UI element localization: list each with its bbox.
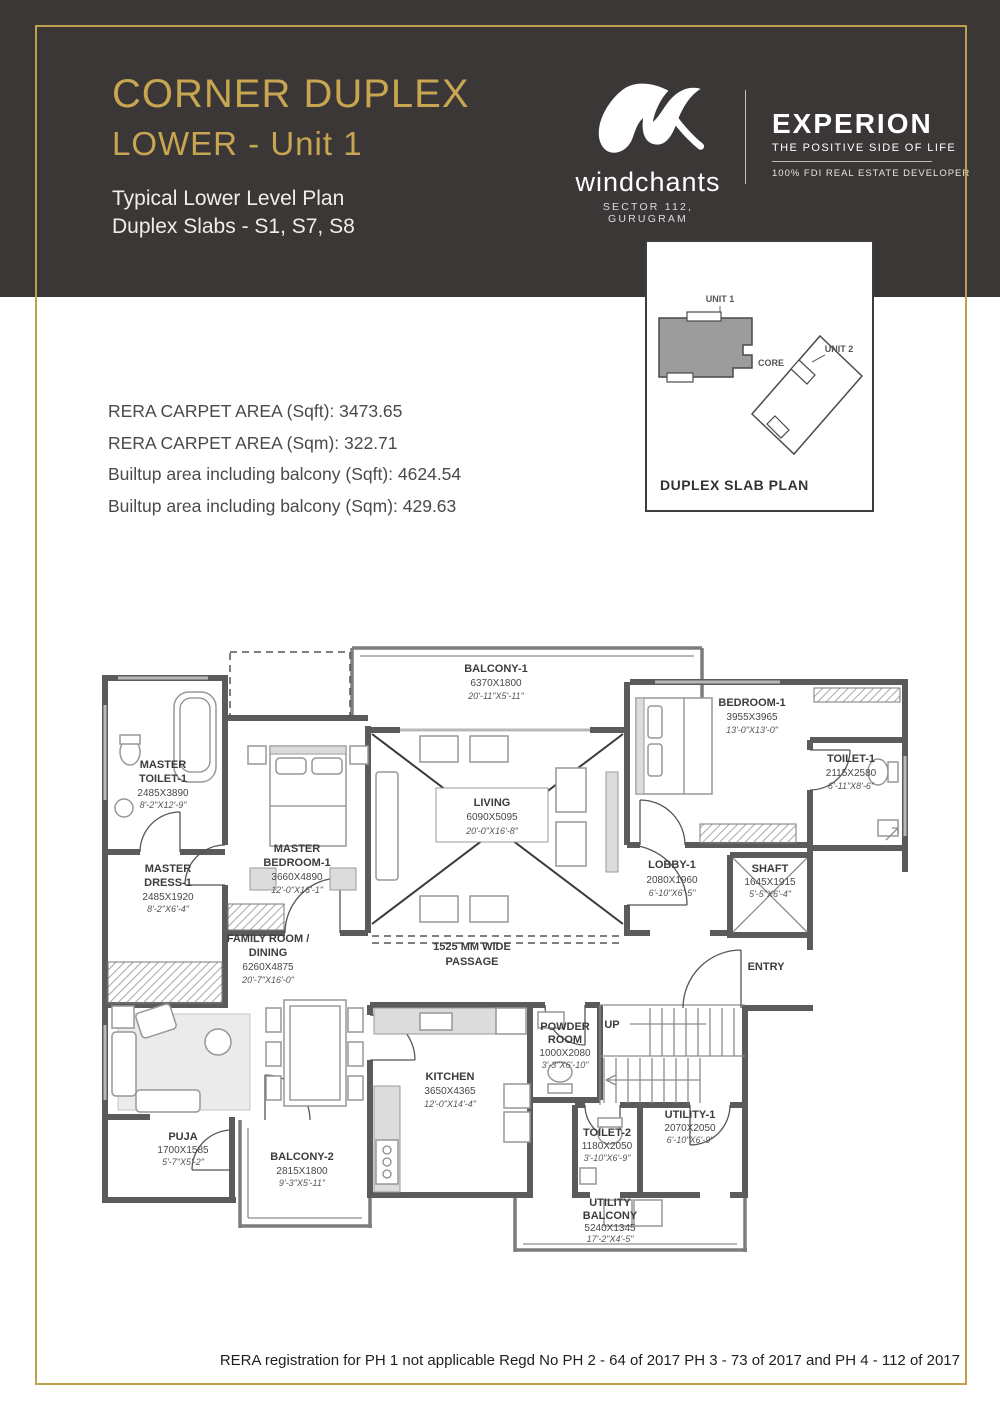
svg-text:PASSAGE: PASSAGE xyxy=(445,956,499,968)
room-label-lobby1 xyxy=(646,859,698,898)
room-label-toilet2 xyxy=(582,1127,633,1163)
svg-text:POWDER: POWDER xyxy=(540,1021,590,1033)
logo-divider xyxy=(745,90,746,184)
svg-text:UTILITY: UTILITY xyxy=(589,1197,631,1209)
svg-text:6090X5095: 6090X5095 xyxy=(466,812,518,823)
svg-text:MASTER: MASTER xyxy=(144,863,192,875)
experion-tagline: THE POSITIVE SIDE OF LIFE xyxy=(772,142,957,154)
svg-text:BEDROOM-1: BEDROOM-1 xyxy=(263,857,331,869)
svg-text:UTILITY-1: UTILITY-1 xyxy=(664,1109,716,1121)
svg-text:PUJA: PUJA xyxy=(168,1131,198,1143)
svg-text:13'-0"X13'-0": 13'-0"X13'-0" xyxy=(726,725,778,735)
svg-text:2815X1800: 2815X1800 xyxy=(276,1166,328,1177)
room-label-utility-balcony xyxy=(583,1197,638,1244)
experion-wordmark: EXPERION xyxy=(772,108,933,139)
windchants-swoosh-icon xyxy=(588,82,708,160)
svg-text:ROOM: ROOM xyxy=(547,1034,583,1046)
room-label-utility1 xyxy=(664,1109,716,1145)
inset-unit1-label: UNIT 1 xyxy=(705,294,735,304)
svg-text:9'-3"X5'-11": 9'-3"X5'-11" xyxy=(278,1178,326,1188)
svg-text:KITCHEN: KITCHEN xyxy=(425,1071,475,1083)
subtitle-slabs: Duplex Slabs - S1, S7, S8 xyxy=(112,215,355,238)
duplex-slab-plan-inset xyxy=(645,240,874,512)
svg-text:MASTER: MASTER xyxy=(139,759,187,771)
svg-text:LOBBY-1: LOBBY-1 xyxy=(648,859,696,871)
inset-caption: DUPLEX SLAB PLAN xyxy=(660,477,809,493)
svg-text:DINING: DINING xyxy=(248,947,288,959)
svg-text:6260X4875: 6260X4875 xyxy=(242,962,294,973)
svg-text:3'-3"X6'-10": 3'-3"X6'-10" xyxy=(541,1060,589,1070)
svg-text:TOILET-1: TOILET-1 xyxy=(826,753,876,765)
svg-text:TOILET-2: TOILET-2 xyxy=(582,1127,632,1139)
svg-text:20'-0"X16'-8": 20'-0"X16'-8" xyxy=(466,826,518,836)
svg-text:2070X2050: 2070X2050 xyxy=(664,1123,716,1134)
rera-area-sqft: RERA CARPET AREA (Sqft): 3473.65 xyxy=(108,401,403,421)
up-label: UP xyxy=(604,1019,620,1031)
room-label-balcony2 xyxy=(270,1151,334,1188)
slab-plan-svg xyxy=(647,242,868,506)
title-block xyxy=(112,72,470,239)
svg-text:2485X3890: 2485X3890 xyxy=(137,788,189,799)
room-label-family xyxy=(227,933,310,985)
entry-label: ENTRY xyxy=(747,961,785,973)
windchants-location: SECTOR 112, GURUGRAM xyxy=(602,201,694,225)
room-label-bedroom1 xyxy=(718,697,785,735)
room-label-toilet1 xyxy=(826,753,877,791)
builtup-area-sqft: Builtup area including balcony (Sqft): 4624.54 xyxy=(108,464,462,484)
svg-text:1000X2080: 1000X2080 xyxy=(539,1048,591,1059)
room-label-master-toilet xyxy=(137,759,189,810)
svg-text:5240X1345: 5240X1345 xyxy=(584,1223,636,1234)
svg-text:1180X2050: 1180X2050 xyxy=(581,1141,633,1152)
room-label-balcony1 xyxy=(464,663,528,701)
page-title-unit: LOWER - Unit 1 xyxy=(112,125,363,162)
inset-unit2-label: UNIT 2 xyxy=(824,344,854,354)
svg-text:2485X1920: 2485X1920 xyxy=(142,892,194,903)
svg-text:20'-7"X16'-0": 20'-7"X16'-0" xyxy=(242,975,294,985)
svg-text:5'-7"X5'-2": 5'-7"X5'-2" xyxy=(162,1157,204,1167)
svg-text:6'-11"X8'-6": 6'-11"X8'-6" xyxy=(827,781,875,791)
label-passage xyxy=(433,941,511,968)
svg-text:3'-10"X6'-9": 3'-10"X6'-9" xyxy=(583,1153,631,1163)
room-label-shaft xyxy=(744,863,796,899)
svg-text:6'-10"X6'-9": 6'-10"X6'-9" xyxy=(666,1135,714,1145)
svg-text:2080X1960: 2080X1960 xyxy=(646,875,698,886)
svg-text:12'-0"X14'-4": 12'-0"X14'-4" xyxy=(424,1099,476,1109)
area-statement xyxy=(108,396,461,522)
svg-text:1525 MM WIDE: 1525 MM WIDE xyxy=(433,941,511,953)
room-label-master-dress xyxy=(142,863,194,914)
builtup-area-sqm: Builtup area including balcony (Sqm): 429.63 xyxy=(108,495,457,516)
svg-text:8'-2"X6'-4": 8'-2"X6'-4" xyxy=(147,904,189,914)
svg-text:BALCONY: BALCONY xyxy=(582,1210,638,1222)
svg-text:3650X4365: 3650X4365 xyxy=(424,1086,476,1097)
svg-text:FAMILY ROOM /: FAMILY ROOM / xyxy=(226,933,310,945)
svg-text:5'-5"X6'-4": 5'-5"X6'-4" xyxy=(749,889,791,899)
svg-text:TOILET-1: TOILET-1 xyxy=(138,773,188,785)
svg-text:BEDROOM-1: BEDROOM-1 xyxy=(718,697,786,709)
svg-text:6370X1800: 6370X1800 xyxy=(470,678,522,689)
experion-subtag: 100% FDI REAL ESTATE DEVELOPER xyxy=(772,168,971,179)
svg-text:2115X2580: 2115X2580 xyxy=(825,768,877,779)
svg-text:SHAFT: SHAFT xyxy=(751,863,789,875)
rera-area-sqm: RERA CARPET AREA (Sqm): 322.71 xyxy=(108,432,398,453)
svg-text:LIVING: LIVING xyxy=(473,797,511,809)
staircase xyxy=(600,1005,745,1105)
subtitle-plan: Typical Lower Level Plan xyxy=(112,187,345,210)
svg-text:BALCONY-2: BALCONY-2 xyxy=(270,1151,334,1163)
unit1-shape xyxy=(659,312,752,382)
inset-core-label: CORE xyxy=(757,358,785,368)
svg-text:20'-11"X5'-11": 20'-11"X5'-11" xyxy=(468,691,524,701)
windchants-logo xyxy=(573,82,723,225)
experion-logo xyxy=(772,108,971,179)
page-title: CORNER DUPLEX xyxy=(112,72,470,116)
experion-rule xyxy=(772,161,932,162)
svg-text:6'-10"X6'-5": 6'-10"X6'-5" xyxy=(648,888,696,898)
svg-text:BALCONY-1: BALCONY-1 xyxy=(464,663,528,675)
svg-text:1700X1585: 1700X1585 xyxy=(157,1145,209,1156)
svg-text:3660X4890: 3660X4890 xyxy=(271,872,323,883)
svg-text:17'-2"X4'-5": 17'-2"X4'-5" xyxy=(586,1234,634,1244)
svg-text:DRESS-1: DRESS-1 xyxy=(144,877,192,889)
svg-text:12'-0"X16'-1": 12'-0"X16'-1" xyxy=(271,885,323,895)
rera-registration-note: RERA registration for PH 1 not applicable Regd No PH 2 - 64 of 2017 PH 3 - 73 of 2017 and PH 4 - 112 of 2017 xyxy=(219,1352,960,1369)
svg-text:3955X3965: 3955X3965 xyxy=(726,712,778,723)
svg-text:1645X1915: 1645X1915 xyxy=(744,877,796,888)
room-label-kitchen xyxy=(424,1071,477,1109)
room-label-puja xyxy=(157,1131,209,1167)
svg-text:8'-2"X12'-9": 8'-2"X12'-9" xyxy=(139,800,187,810)
svg-text:MASTER: MASTER xyxy=(273,843,321,855)
windchants-wordmark: windchants xyxy=(575,167,721,197)
